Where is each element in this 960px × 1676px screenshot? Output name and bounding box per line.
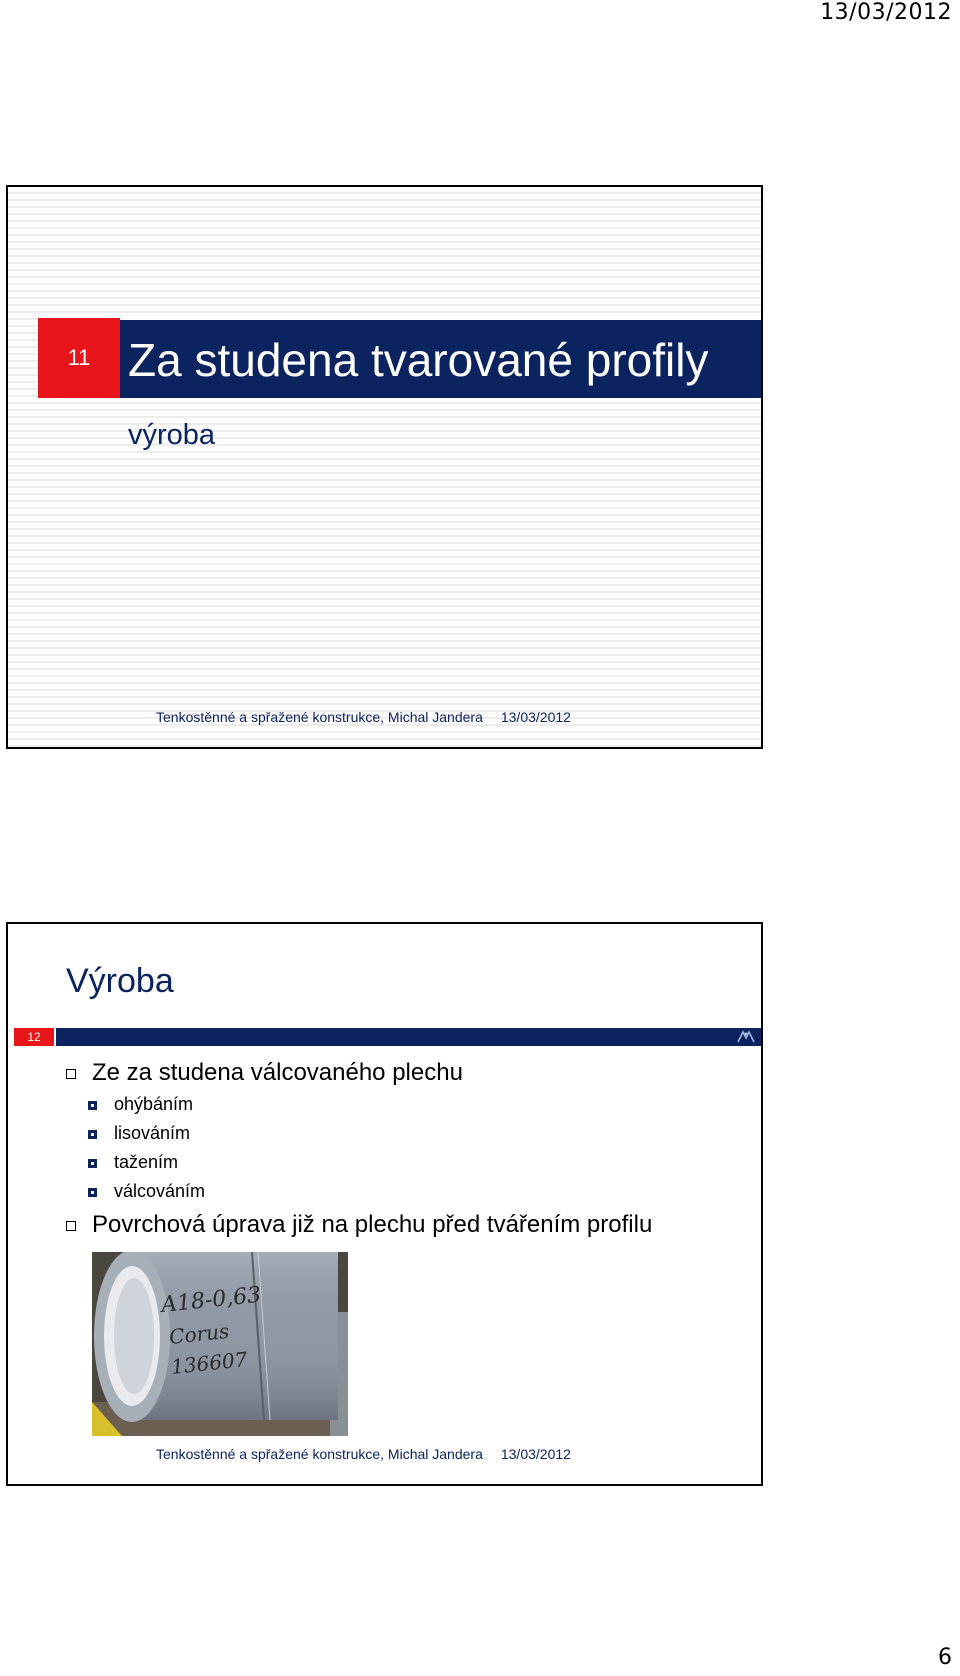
slide-subtitle: výroba [128,419,216,451]
slide-footer [156,1446,571,1462]
slide-11 [6,185,763,749]
square-bullet-icon [88,1130,97,1139]
square-bullet-icon [88,1101,97,1110]
square-bullet-icon [88,1159,97,1168]
slide-footer [156,709,571,725]
slide-title: Za studena tvarované profily [128,334,709,386]
coil-label-line: Corus [168,1318,231,1349]
bullet-text: Povrchová úprava již na plechu před tvářením profilu [92,1211,653,1238]
sub-bullet-item [88,1090,652,1119]
sub-bullet-text: lisováním [114,1123,191,1143]
page-date: 13/03/2012 [820,0,952,25]
slide-12 [6,922,763,1486]
sub-bullet-list [64,1090,652,1206]
slide-title: Výroba [66,962,174,1000]
header-bar [56,1028,763,1046]
bullet-text: Ze za studena válcovaného plechu [92,1059,463,1086]
sub-bullet-text: ohýbáním [114,1094,194,1114]
footer-date: 13/03/2012 [500,709,571,725]
sub-bullet-item [88,1119,652,1148]
coil-label-line: A18-0,63 [160,1282,263,1318]
footer-date: 13/03/2012 [500,1446,571,1462]
slide-number-badge: 12 [14,1028,54,1046]
bullet-list [64,1056,652,1242]
sub-bullet-text: válcováním [114,1181,206,1201]
sub-bullet-item [88,1148,652,1177]
hollow-square-bullet-icon [66,1069,76,1079]
sub-bullet-item [88,1177,652,1206]
sub-bullet-text: tažením [114,1152,179,1172]
coil-label-line: 136607 [170,1347,249,1379]
square-bullet-icon [88,1188,97,1197]
hollow-square-bullet-icon [66,1221,76,1231]
bullet-item [64,1056,652,1090]
page-number: 6 [938,1645,952,1670]
bullet-item [64,1208,652,1242]
steel-coil-photo [92,1252,348,1436]
slide-number-badge: 11 [38,318,120,398]
footer-text: Tenkostěnné a spřažené konstrukce, Michal Jandera [156,709,483,725]
university-logo-icon [735,1028,757,1046]
footer-text: Tenkostěnné a spřažené konstrukce, Michal Jandera [156,1446,483,1462]
